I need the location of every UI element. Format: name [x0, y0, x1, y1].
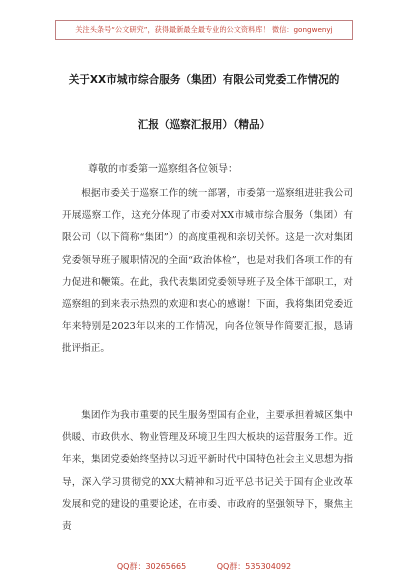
- footer-qq-group-1: QQ群：30265665: [116, 562, 187, 571]
- footer: [0, 561, 408, 572]
- body-paragraph-1: 根据市委关于巡察工作的统一部署，市委第一巡察组进驻我公司开展巡察工作，这充分体现了市委对XX市城市综合服务（集团）有限公司（以下简称“集团”）的高度重视和亲切关怀。这是一次对集团党委领导班子履职情况的全面“政治体检”，也是对我们各项工作的有力促进和鞭策。在此，我代表集团党委领导班子及全体干部职工，对巡察组的到来表示热烈的欢迎和衷心的感谢！下面，我将集团党委近年来特别是2023年以来的工作情况，向各位领导作简要汇报，恳请批评指正。: [62, 188, 353, 355]
- body-paragraph-2: 集团作为我市重要的民生服务型国有企业，主要承担着城区集中供暖、市政供水、物业管理及环境卫生四大板块的运营服务工作。近年来，集团党委始终坚持以习近平新时代中国特色社会主义思想为指导，深入学习贯彻党的XX大精神和习近平总书记关于国有企业改革发展和党的建设的重要论述，在市委、市政府的坚强领导下，聚焦主责: [62, 410, 353, 533]
- document-title-line-2: 汇报（巡察汇报用）（精品）: [137, 119, 271, 131]
- promo-banner: [55, 20, 353, 40]
- body-paragraph-2-container: [62, 405, 353, 543]
- footer-qq-group-2: QQ群：535304092: [216, 562, 292, 571]
- promo-banner-text: 关注头条号“公文研究”，获得最新最全最专业的公文资料库！ 微信：gongwenyj: [75, 25, 333, 34]
- document-title-line-1: 关于XX市城市综合服务（集团）有限公司党委工作情况的: [68, 74, 340, 86]
- greeting: 尊敬的市委第一巡察组各位领导：: [88, 164, 238, 175]
